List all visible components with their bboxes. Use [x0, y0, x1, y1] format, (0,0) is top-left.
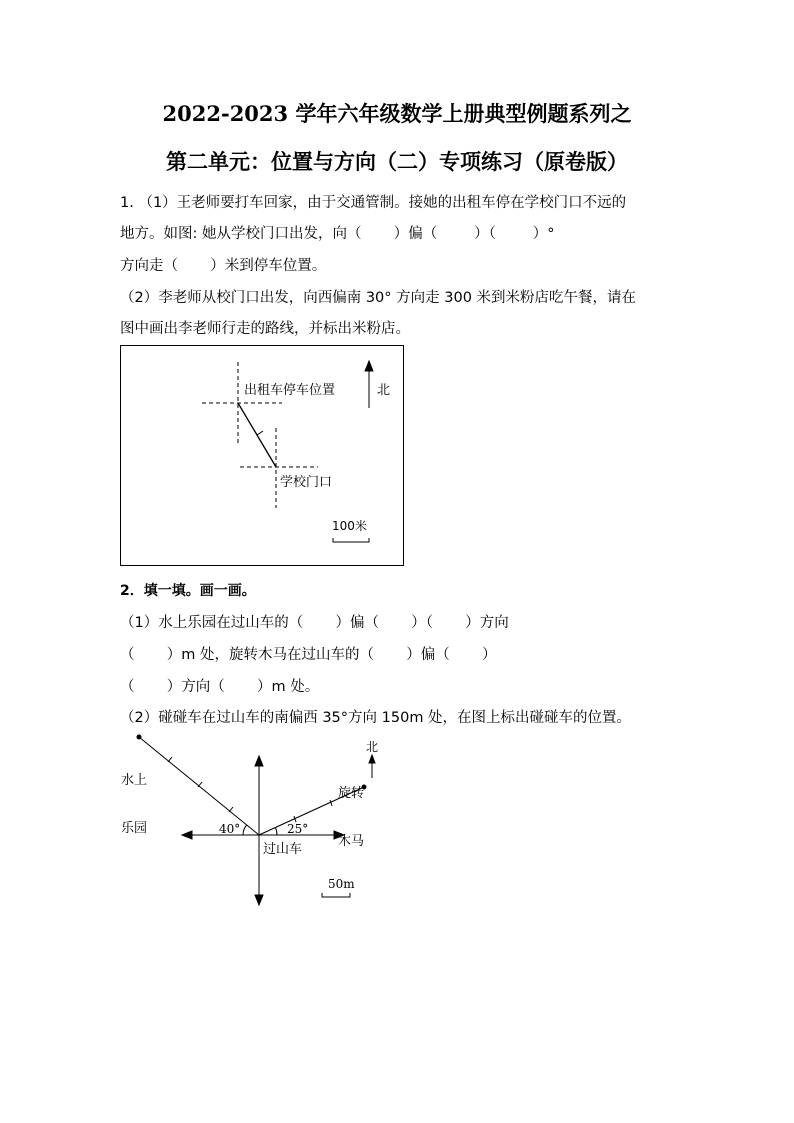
- school-gate-label: 学校门口: [280, 475, 333, 490]
- angle-left-label: 40°: [219, 822, 241, 836]
- q2-part1-line2: （ ）m 处，旋转木马在过山车的（ ）偏（ ）: [120, 647, 497, 663]
- water-park-label-line2: 乐园: [121, 821, 148, 836]
- taxi-label: 出租车停车位置: [244, 383, 336, 398]
- scale-label-2: 50m: [328, 877, 355, 891]
- carousel-label-line1: 旋转: [338, 786, 365, 801]
- axis-down-arrow: [255, 895, 263, 905]
- water-park-point: [137, 735, 141, 739]
- q1-part2-line2: 图中画出李老师行走的路线，并标出米粉店。: [120, 321, 410, 337]
- page-title-line-1: 2022-2023 学年六年级数学上册典型例题系列之: [162, 101, 632, 126]
- scale-label: 100米: [332, 519, 367, 533]
- angle-arc-left: [243, 825, 247, 835]
- q2-part1-line1: （1）水上乐园在过山车的（ ）偏（ ）（ ）方向: [120, 615, 509, 631]
- water-park-tick-3: [168, 757, 172, 762]
- north-arrow-head: [369, 755, 375, 763]
- q1-part1-line1: 1. （1）王老师要打车回家，由于交通管制。接她的出租车停在学校门口不远的: [120, 195, 627, 211]
- axis-up-arrow: [255, 756, 263, 766]
- angle-arc-right: [275, 827, 277, 835]
- north-label-2: 北: [366, 740, 379, 754]
- q1-part1-line3: 方向走（ ）米到停车位置。: [120, 258, 327, 274]
- scale-bar: [322, 893, 350, 897]
- q2-heading: 2．填一填。画一画。: [120, 583, 256, 599]
- carousel-label: [338, 754, 364, 866]
- q2-part2-line1: （2）碰碰车在过山车的南偏西 35°方向 150m 处，在图上标出碰碰车的位置。: [120, 710, 632, 726]
- carousel-label-line2: 木马: [338, 834, 365, 849]
- q2-part1-line3: （ ）方向（ ）m 处。: [120, 679, 320, 695]
- q1-part2-line1: （2）李老师从校门口出发，向西偏南 30° 方向走 300 米到米粉店吃午餐，请在: [120, 290, 637, 306]
- water-park-tick-1: [229, 807, 233, 812]
- north-label: 北: [377, 383, 391, 398]
- carousel-tick-2: [330, 800, 332, 806]
- water-park-label: [121, 741, 147, 853]
- page-title-line-2: 第二单元：位置与方向（二）专项练习（原卷版）: [166, 149, 628, 174]
- axis-left-arrow: [182, 831, 192, 839]
- q1-part1-line2: 地方。如图: 她从学校门口出发，向（ ）偏（ ）（ ）°: [120, 226, 555, 242]
- water-park-label-line1: 水上: [121, 773, 148, 788]
- angle-right-label: 25°: [287, 822, 309, 836]
- roller-coaster-label: 过山车: [263, 842, 303, 857]
